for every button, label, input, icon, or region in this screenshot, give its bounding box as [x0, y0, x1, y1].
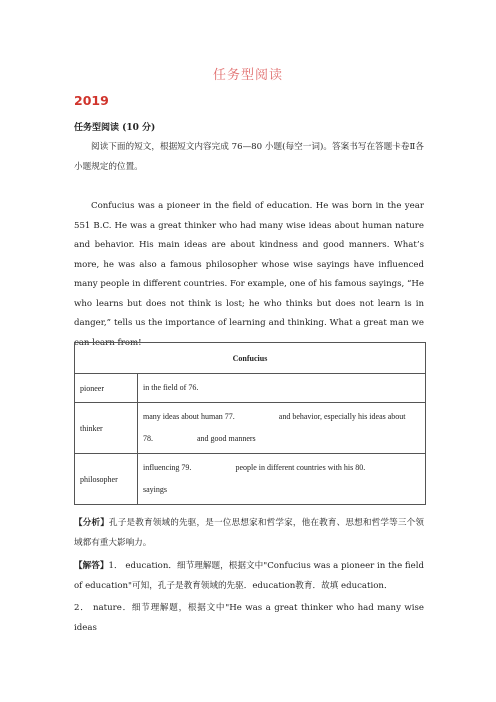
row-text: sayings [143, 485, 167, 494]
row-text: 78. [143, 434, 153, 443]
row-text: in the field of 76. [143, 383, 199, 392]
analysis-paragraph [74, 513, 424, 553]
answer-1-text: 1． education．细节理解题，根据文中"Confucius was a pioneer in the field of education"可知，孔子是教育领域的先驱．education教育．故填 education． [74, 561, 424, 591]
table-row [75, 374, 426, 403]
table-header: Confucius [75, 343, 426, 374]
row-label: pioneer [75, 374, 138, 403]
analysis-text: 孔子是教育领域的先驱，是一位思想家和哲学家，他在教育、思想和哲学等三个领域都有重大影响力。 [74, 518, 424, 548]
row-text: and good manners [197, 434, 256, 443]
analysis-label: 【分析】 [74, 518, 110, 528]
table-row [75, 403, 426, 454]
answer-paragraph-2: 2． nature．细节理解题，根据文中"He was a great thinker who had many wise ideas [74, 603, 424, 633]
passage-paragraph: Confucius was a pioneer in the field of education. He was born in the year 551 B.C. He was a great thinker who had many wise ideas about human nature and behavior. His main ideas are about kindness and good manners. What’s more, he was also a famous philosopher whose wise sayings have influenced many people in different countries. For example, one of his famous sayings, “He who learns but does not think is lost; he who thinks but does not learn is in danger,” tells us the importance of learning and thinking. What a great man we can learn from! [74, 201, 424, 348]
document-title: 任务型阅读 [212, 68, 283, 83]
row-label: philosopher [75, 454, 138, 505]
row-text: influencing 79. [143, 463, 192, 472]
row-text: and behavior, especially his ideas about [278, 412, 406, 421]
row-text: many ideas about human 77. [143, 412, 235, 421]
answer-paragraph-1 [74, 556, 424, 596]
row-label: thinker [75, 403, 138, 454]
answers-label: 【解答】 [74, 561, 109, 571]
row-text: people in different countries with his 80. [235, 463, 366, 472]
instructions-paragraph: 阅读下面的短文，根据短文内容完成 76—80 小题(每空一词)。答案书写在答题卡卷Ⅱ各小题规定的位置。 [74, 142, 424, 172]
year-heading: 2019 [74, 93, 109, 108]
section-heading: 任务型阅读 (10 分) [74, 123, 156, 133]
answer-table [74, 342, 426, 505]
table-row [75, 454, 426, 505]
